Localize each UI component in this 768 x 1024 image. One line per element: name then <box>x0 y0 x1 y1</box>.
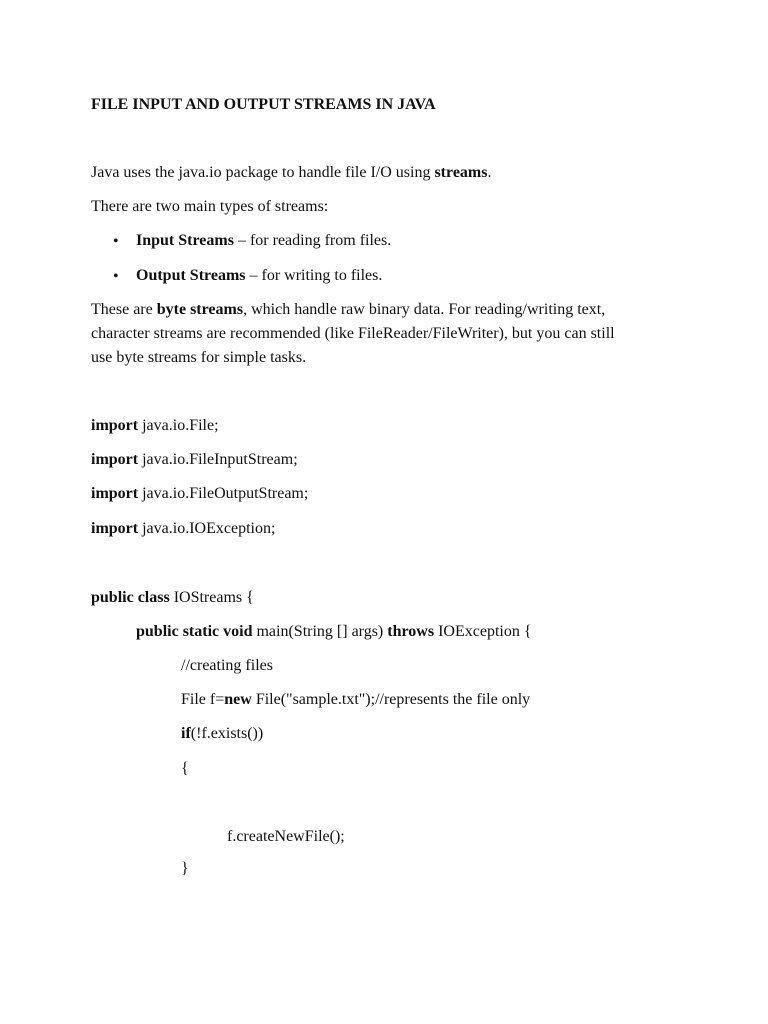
paragraph-line: character streams are recommended (like FileReader/FileWriter), but you can still <box>91 325 615 342</box>
code-text: IOException { <box>434 623 532 640</box>
list-item <box>136 264 382 287</box>
import-line <box>91 482 308 505</box>
close-brace: } <box>181 860 189 877</box>
code-comment: //creating files <box>181 657 273 674</box>
intro-text: Java uses the java.io package to handle file I/O using <box>91 164 435 181</box>
code-text: java.io.IOException; <box>138 520 276 537</box>
keyword: import <box>91 520 139 537</box>
paragraph-line <box>91 298 605 321</box>
keyword: throws <box>387 623 435 640</box>
page-title: FILE INPUT AND OUTPUT STREAMS IN JAVA <box>91 96 436 113</box>
keyword: public static void <box>136 623 253 640</box>
paragraph-text: , which handle raw binary data. For reading/writing text, <box>243 301 606 318</box>
main-method-declaration <box>136 620 532 643</box>
create-file-call: f.createNewFile(); <box>227 828 345 845</box>
paragraph-bold: byte streams <box>156 301 244 318</box>
list-item-text: – for reading from files. <box>233 232 392 249</box>
open-brace: { <box>181 760 189 777</box>
intro-bold-streams: streams <box>434 164 488 181</box>
intro-paragraph-2: There are two main types of streams: <box>91 198 329 215</box>
import-line <box>91 517 275 540</box>
import-line <box>91 414 219 437</box>
keyword: import <box>91 451 139 468</box>
keyword: import <box>91 485 139 502</box>
code-text: IOStreams { <box>169 589 254 606</box>
code-text: main(String [] args) <box>252 623 388 640</box>
keyword: new <box>224 691 252 708</box>
keyword: import <box>91 417 139 434</box>
if-statement <box>181 722 263 745</box>
list-item-bold: Input Streams <box>136 232 234 249</box>
list-item-text: – for writing to files. <box>245 267 383 284</box>
code-text: File("sample.txt");//represents the file only <box>251 691 531 708</box>
code-text: java.io.FileInputStream; <box>138 451 298 468</box>
paragraph-line: use byte streams for simple tasks. <box>91 349 307 366</box>
code-text: java.io.FileOutputStream; <box>138 485 309 502</box>
keyword: public class <box>91 589 170 606</box>
class-declaration <box>91 586 254 609</box>
intro-period: . <box>487 164 492 181</box>
code-text: (!f.exists()) <box>190 725 264 742</box>
intro-paragraph-1 <box>91 161 491 184</box>
keyword: if <box>181 725 191 742</box>
file-declaration <box>181 688 530 711</box>
code-text: java.io.File; <box>138 417 219 434</box>
list-item <box>136 229 391 252</box>
paragraph-text: These are <box>91 301 157 318</box>
code-text: File f= <box>181 691 225 708</box>
list-item-bold: Output Streams <box>136 267 246 284</box>
bullet-marker: • <box>113 233 119 250</box>
import-line <box>91 448 298 471</box>
bullet-marker: • <box>113 268 119 285</box>
